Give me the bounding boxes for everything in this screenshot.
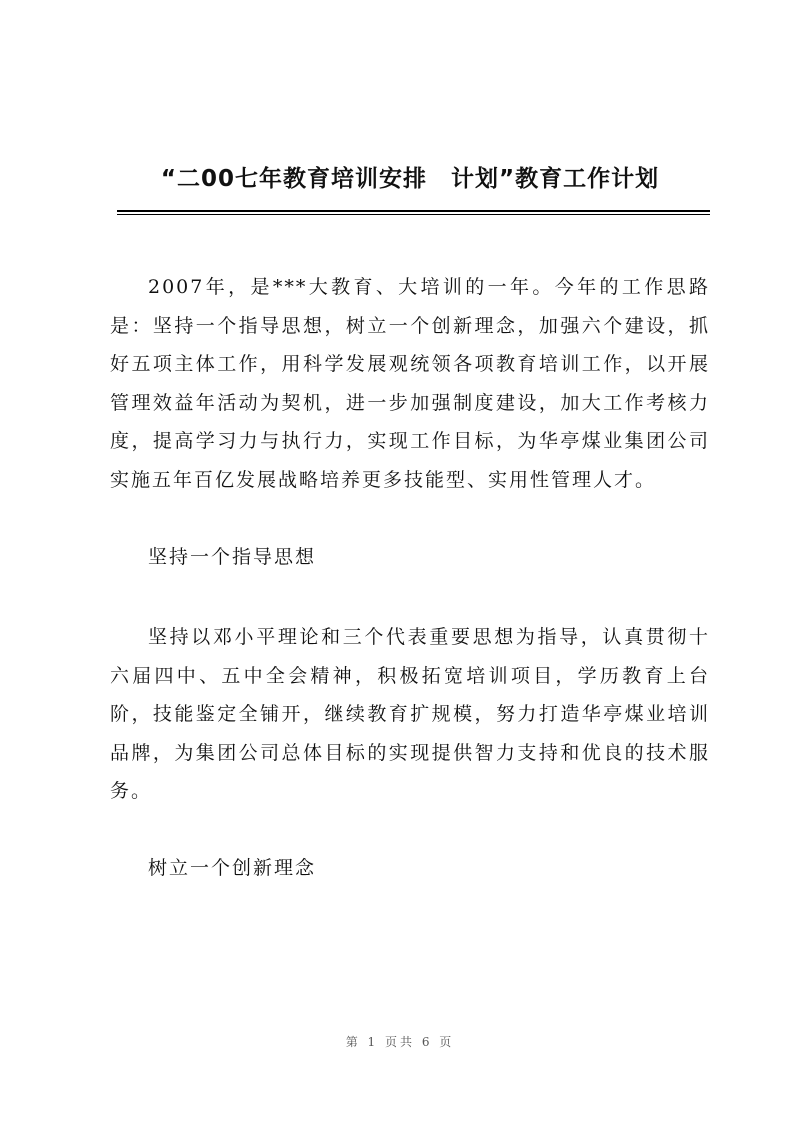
section-heading: 坚持一个指导思想 — [148, 545, 317, 568]
document-title: “二00七年教育培训安排 计划”教育工作计划 — [160, 166, 660, 192]
guiding-thought-paragraph: 坚持以邓小平理论和三个代表重要思想为指导，认真贯彻十六届四中、五中全会精神，积极拓宽培训项目，学历教育上台阶，技能鉴定全铺开，继续教育扩规模，努力打造华亭煤业培训品牌，为集团公司总体目标的实现提供智力支持和优良的技术服务。 — [110, 626, 710, 802]
intro-paragraph: 2007年，是***大教育、大培训的一年。今年的工作思路是：坚持一个指导思想，树立一个创新理念，加强六个建设，抓好五项主体工作，用科学发展观统领各项教育培训工作，以开展管理效益年活动为契机，进一步加强制度建设，加大工作考核力度，提高学习力与执行力，实现工作目标，为华亭煤业集团公司实施五年百亿发展战略培养更多技能型、实用性管理人才。 — [110, 276, 710, 491]
title-underline-thick — [117, 210, 710, 212]
document-body — [110, 268, 710, 930]
title-underline-thin — [117, 214, 710, 215]
page-number: 第 1 页共 6 页 — [345, 1035, 455, 1049]
section-heading: 树立一个创新理念 — [148, 857, 317, 879]
